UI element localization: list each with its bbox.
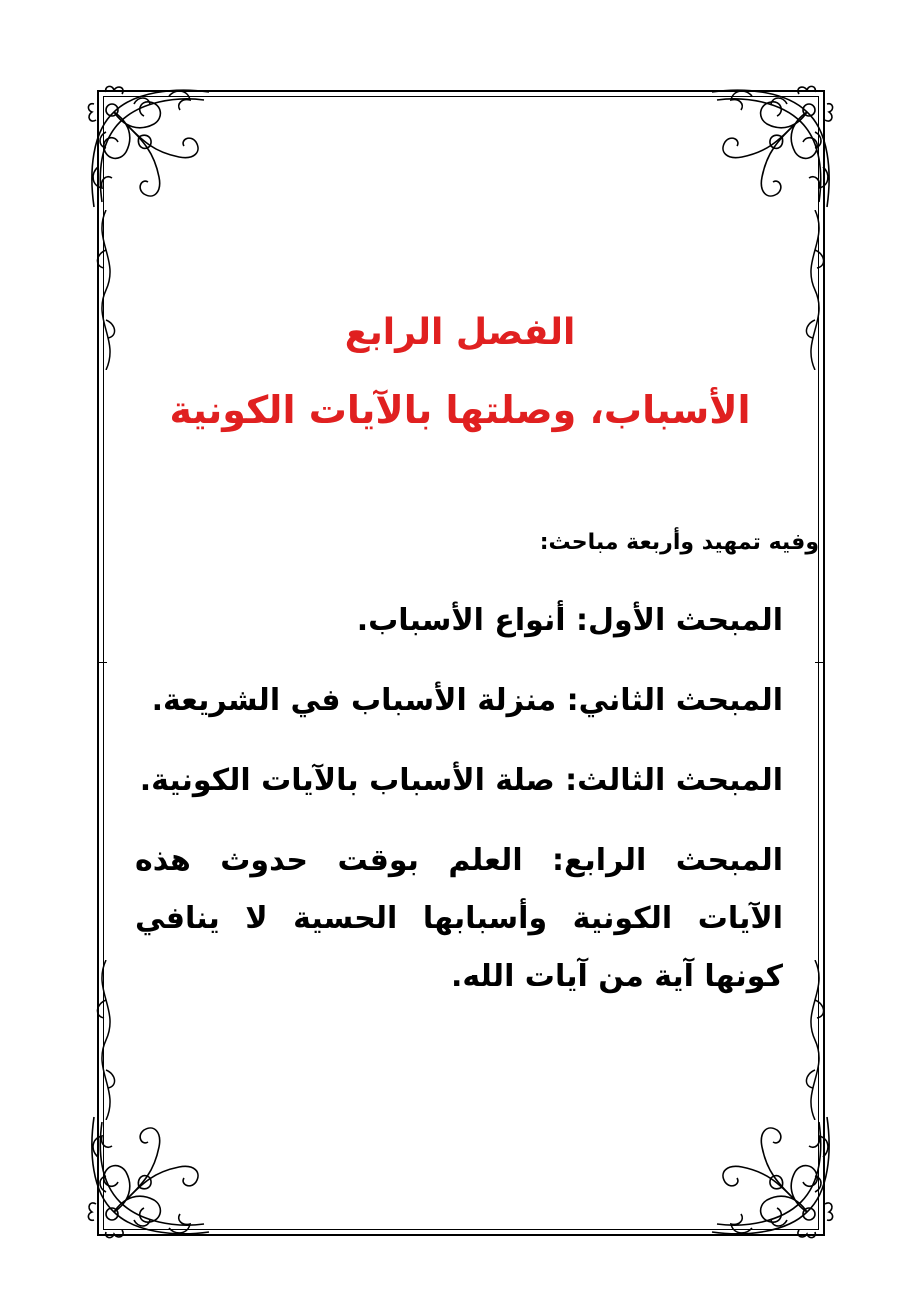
side-ornament-icon xyxy=(795,960,835,1120)
section-item-3: المبحث الثالث: صلة الأسباب بالآيات الكونية. xyxy=(139,763,783,798)
side-ornament-icon xyxy=(86,210,126,370)
side-ornament-icon xyxy=(86,960,126,1120)
side-ornament-icon xyxy=(795,210,835,370)
frame-tick-right xyxy=(815,662,825,663)
corner-ornament-icon xyxy=(707,82,837,212)
frame-tick-left xyxy=(97,662,107,663)
section-item-1: المبحث الأول: أنواع الأسباب. xyxy=(356,603,783,638)
section-item-2: المبحث الثاني: منزلة الأسباب في الشريعة. xyxy=(151,683,783,718)
corner-ornament-icon xyxy=(84,82,214,212)
chapter-number-title: الفصل الرابع xyxy=(344,312,576,353)
sections-list xyxy=(135,592,783,1028)
corner-ornament-icon xyxy=(707,1112,837,1242)
chapter-intro: وفيه تمهيد وأربعة مباحث: xyxy=(539,530,819,555)
section-item-4: المبحث الرابع: العلم بوقت حدوث هذه الآيات الكونية وأسبابها الحسية لا ينافي كونها آية من آيات الله. xyxy=(135,843,783,994)
chapter-name-title: الأسباب، وصلتها بالآيات الكونية xyxy=(169,388,751,432)
corner-ornament-icon xyxy=(84,1112,214,1242)
